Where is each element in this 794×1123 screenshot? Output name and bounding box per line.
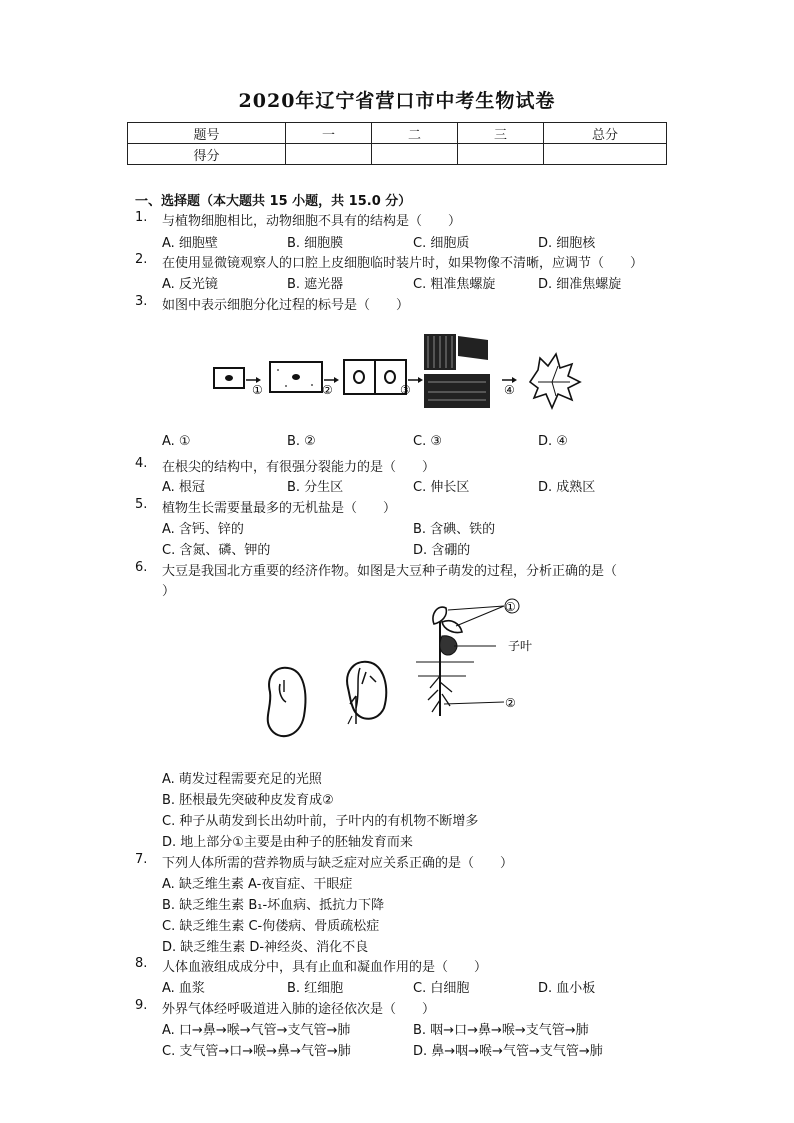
question-number: 3. bbox=[135, 294, 148, 309]
label-cotyledon: 子叶 bbox=[508, 639, 533, 653]
step-3-label: ③ bbox=[400, 383, 411, 397]
question-number: 7. bbox=[135, 852, 148, 867]
question-number: 9. bbox=[135, 998, 148, 1013]
score-input-cell bbox=[372, 144, 458, 165]
option-c: C. 含氮、磷、钾的 bbox=[162, 543, 271, 558]
option-d: D. 血小板 bbox=[538, 981, 596, 996]
option-b: B. 缺乏维生素 B₁-坏血病、抵抗力下降 bbox=[162, 898, 385, 913]
question-stem: 植物生长需要量最多的无机盐是（ ） bbox=[162, 501, 397, 516]
step-4-label: ④ bbox=[504, 383, 515, 397]
soybean-germination-figure bbox=[256, 596, 546, 746]
option-d: D. 缺乏维生素 D-神经炎、消化不良 bbox=[162, 940, 369, 955]
option-b: B. 胚根最先突破种皮发育成② bbox=[162, 793, 334, 808]
question-number: 1. bbox=[135, 210, 148, 225]
step-2-label: ② bbox=[322, 383, 333, 397]
score-cell: 得分 bbox=[128, 144, 286, 165]
score-cell: 二 bbox=[372, 123, 458, 144]
score-cell: 题号 bbox=[128, 123, 286, 144]
option-d: D. 地上部分①主要是由种子的胚轴发育而来 bbox=[162, 835, 413, 850]
page-title: 2020年辽宁省营口市中考生物试卷 bbox=[238, 90, 556, 112]
option-c: C. 粗准焦螺旋 bbox=[413, 277, 496, 292]
question-stem: 大豆是我国北方重要的经济作物。如图是大豆种子萌发的过程，分析正确的是（ bbox=[162, 564, 618, 579]
score-input-cell bbox=[544, 144, 667, 165]
option-a: A. 细胞壁 bbox=[162, 236, 218, 251]
question-stem: 外界气体经呼吸道进入肺的途径依次是（ ） bbox=[162, 1002, 436, 1017]
option-a: A. ① bbox=[162, 434, 191, 449]
option-c: C. 缺乏维生素 C-佝偻病、骨质疏松症 bbox=[162, 919, 380, 934]
step-1-label: ① bbox=[252, 383, 263, 397]
question-number: 5. bbox=[135, 497, 148, 512]
score-table bbox=[127, 122, 667, 165]
option-c: C. 细胞质 bbox=[413, 236, 470, 251]
option-a: A. 缺乏维生素 A-夜盲症、干眼症 bbox=[162, 877, 353, 892]
option-d: D. ④ bbox=[538, 434, 568, 449]
option-c: C. ③ bbox=[413, 434, 442, 449]
score-input-cell bbox=[286, 144, 372, 165]
option-d: D. 成熟区 bbox=[538, 480, 596, 495]
option-c: C. 支气管→口→喉→鼻→气管→肺 bbox=[162, 1044, 351, 1059]
option-d: D. 细胞核 bbox=[538, 236, 596, 251]
score-cell: 一 bbox=[286, 123, 372, 144]
label-2: ② bbox=[505, 696, 516, 710]
question-stem-continuation: ） bbox=[162, 584, 176, 599]
option-b: B. 遮光器 bbox=[287, 277, 344, 292]
label-1: ① bbox=[505, 600, 516, 614]
option-b: B. 细胞膜 bbox=[287, 236, 344, 251]
option-b: B. 红细胞 bbox=[287, 981, 344, 996]
question-stem: 在使用显微镜观察人的口腔上皮细胞临时装片时，如果物像不清晰，应调节（ ） bbox=[162, 256, 644, 271]
question-stem: 下列人体所需的营养物质与缺乏症对应关系正确的是（ ） bbox=[162, 856, 514, 871]
score-table-header-row bbox=[128, 123, 667, 144]
question-stem: 人体血液组成成分中，具有止血和凝血作用的是（ ） bbox=[162, 960, 488, 975]
cell-differentiation-figure bbox=[212, 330, 584, 412]
option-a: A. 血浆 bbox=[162, 981, 205, 996]
option-c: C. 伸长区 bbox=[413, 480, 470, 495]
option-a: A. 反光镜 bbox=[162, 277, 218, 292]
option-d: D. 含硼的 bbox=[413, 543, 471, 558]
score-input-cell bbox=[458, 144, 544, 165]
option-a: A. 口→鼻→喉→气管→支气管→肺 bbox=[162, 1023, 351, 1038]
option-b: B. 含碘、铁的 bbox=[413, 522, 496, 537]
option-a: A. 萌发过程需要充足的光照 bbox=[162, 772, 322, 787]
option-b: B. 分生区 bbox=[287, 480, 344, 495]
option-c: C. 种子从萌发到长出幼叶前，子叶内的有机物不断增多 bbox=[162, 814, 479, 829]
option-b: B. 咽→口→鼻→喉→支气管→肺 bbox=[413, 1023, 589, 1038]
option-d: D. 鼻→咽→喉→气管→支气管→肺 bbox=[413, 1044, 603, 1059]
option-b: B. ② bbox=[287, 434, 316, 449]
question-number: 4. bbox=[135, 456, 148, 471]
score-cell: 三 bbox=[458, 123, 544, 144]
question-number: 2. bbox=[135, 252, 148, 267]
score-table-score-row bbox=[128, 144, 667, 165]
score-cell: 总分 bbox=[544, 123, 667, 144]
question-number: 6. bbox=[135, 560, 148, 575]
option-c: C. 白细胞 bbox=[413, 981, 470, 996]
section-heading: 一、选择题（本大题共 15 小题，共 15.0 分） bbox=[135, 194, 412, 209]
option-d: D. 细准焦螺旋 bbox=[538, 277, 622, 292]
question-number: 8. bbox=[135, 956, 148, 971]
question-stem: 与植物细胞相比，动物细胞不具有的结构是（ ） bbox=[162, 214, 462, 229]
question-stem: 在根尖的结构中，有很强分裂能力的是（ ） bbox=[162, 460, 436, 475]
option-a: A. 含钙、锌的 bbox=[162, 522, 244, 537]
question-stem: 如图中表示细胞分化过程的标号是（ ） bbox=[162, 298, 410, 313]
option-a: A. 根冠 bbox=[162, 480, 205, 495]
